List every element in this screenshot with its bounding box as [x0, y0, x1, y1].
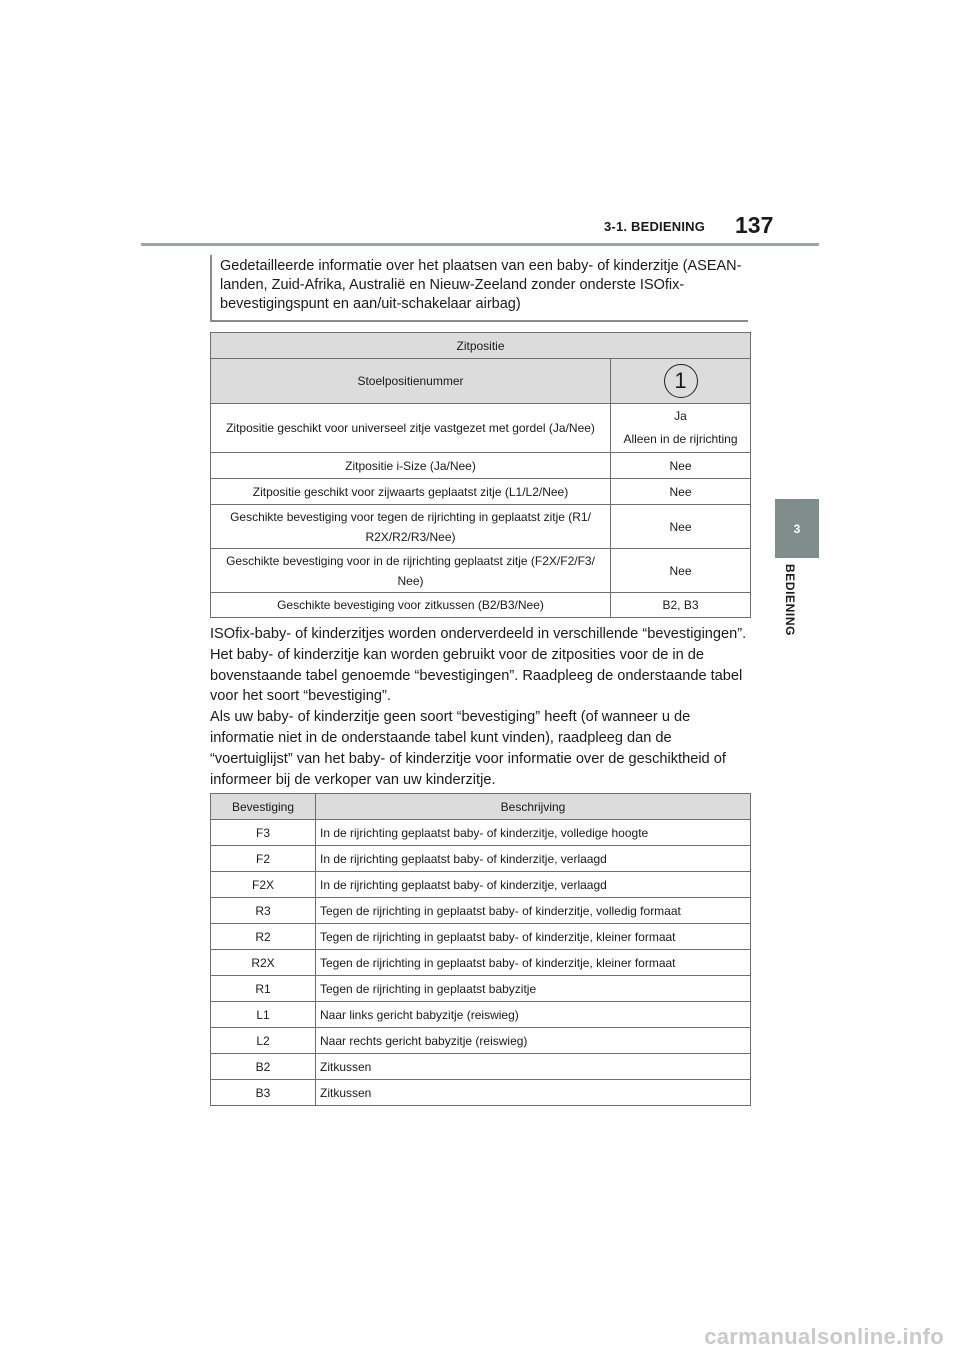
fixture-desc: In de rijrichting geplaatst baby- of kinderzitje, verlaagd — [316, 846, 751, 872]
row-value — [611, 404, 751, 453]
info-box: Gedetailleerde informatie over het plaatsen van een baby- of kinderzitje (ASEAN-landen, Zuid-Afrika, Australië en Nieuw-Zeeland zonder onderste ISOfix-bevestigingspunt en aan/uit-schakelaar airbag) — [210, 255, 748, 322]
fixture-code: F2X — [211, 872, 316, 898]
row-label: Geschikte bevestiging voor tegen de rijrichting in geplaatst zitje (R1/ R2X/R2/R3/Nee) — [211, 505, 611, 549]
row-label: Geschikte bevestiging voor zitkussen (B2/B3/Nee) — [211, 593, 611, 618]
fixture-table — [210, 793, 751, 1106]
col-header-fixture: Bevestiging — [211, 794, 316, 820]
fixture-desc: Zitkussen — [316, 1080, 751, 1106]
fixture-desc: In de rijrichting geplaatst baby- of kinderzitje, volledige hoogte — [316, 820, 751, 846]
row-value: Nee — [611, 479, 751, 505]
row-value: B2, B3 — [611, 593, 751, 618]
fixture-code: R2 — [211, 924, 316, 950]
fixture-desc: In de rijrichting geplaatst baby- of kinderzitje, verlaagd — [316, 872, 751, 898]
fixture-code: B2 — [211, 1054, 316, 1080]
fixture-code: R1 — [211, 976, 316, 1002]
seat-number-1-icon: 1 — [664, 364, 698, 398]
row-value: Nee — [611, 505, 751, 549]
row-label: Zitpositie i-Size (Ja/Nee) — [211, 453, 611, 479]
fixture-desc: Zitkussen — [316, 1054, 751, 1080]
fixture-code: F2 — [211, 846, 316, 872]
fixture-code: F3 — [211, 820, 316, 846]
page-number: 137 — [735, 212, 774, 238]
fixture-desc: Tegen de rijrichting in geplaatst baby- of kinderzitje, volledig formaat — [316, 898, 751, 924]
fixture-desc: Tegen de rijrichting in geplaatst baby- of kinderzitje, kleiner formaat — [316, 924, 751, 950]
row-label: Zitpositie geschikt voor zijwaarts geplaatst zitje (L1/L2/Nee) — [211, 479, 611, 505]
fixture-desc: Tegen de rijrichting in geplaatst babyzitje — [316, 976, 751, 1002]
paragraph: Als uw baby- of kinderzitje geen soort “bevestiging” heeft (of wanneer u de informatie niet in de onderstaande tabel kunt vinden), raadpleeg dan de “voertuiglijst” van het baby- of kinderzitje voor informatie over de geschiktheid of informeer bij de verkoper van uw kinderzitje. — [210, 709, 726, 788]
seat-position-table — [210, 332, 751, 618]
fixture-code: R2X — [211, 950, 316, 976]
fixture-desc: Naar links gericht babyzitje (reiswieg) — [316, 1002, 751, 1028]
row-value-line-2: Alleen in de rijrichting — [623, 432, 738, 446]
watermark: carmanualsonline.info — [704, 1324, 944, 1349]
table-title: Zitpositie — [211, 333, 751, 359]
fixture-code: B3 — [211, 1080, 316, 1106]
col-header-description: Beschrijving — [316, 794, 751, 820]
body-text — [210, 624, 755, 790]
row-value: Nee — [611, 549, 751, 593]
chapter-number: 3 — [793, 521, 801, 536]
seat-number-label: Stoelpositienummer — [211, 359, 611, 404]
paragraph: ISOfix-baby- of kinderzitjes worden onderverdeeld in verschillende “bevestigingen”. Het baby- of kinderzitje kan worden gebruikt voor de zitposities voor de in de bovenstaande tabel genoemde “bevestigingen”. Raadpleeg de onderstaande tabel voor het soort “bevestiging”. — [210, 626, 747, 705]
fixture-code: R3 — [211, 898, 316, 924]
row-value-line-1: Ja — [674, 409, 687, 423]
row-label: Geschikte bevestiging voor in de rijrichting geplaatst zitje (F2X/F2/F3/ Nee) — [211, 549, 611, 593]
fixture-code: L1 — [211, 1002, 316, 1028]
chapter-tab[interactable] — [775, 499, 819, 558]
header-rule — [141, 243, 819, 246]
chapter-label: BEDIENING — [783, 563, 797, 637]
row-label: Zitpositie geschikt voor universeel zitje vastgezet met gordel (Ja/Nee) — [211, 404, 611, 453]
fixture-desc: Naar rechts gericht babyzitje (reiswieg) — [316, 1028, 751, 1054]
fixture-code: L2 — [211, 1028, 316, 1054]
row-value: Nee — [611, 453, 751, 479]
section-title: 3-1. BEDIENING — [604, 219, 706, 234]
fixture-desc: Tegen de rijrichting in geplaatst baby- of kinderzitje, kleiner formaat — [316, 950, 751, 976]
